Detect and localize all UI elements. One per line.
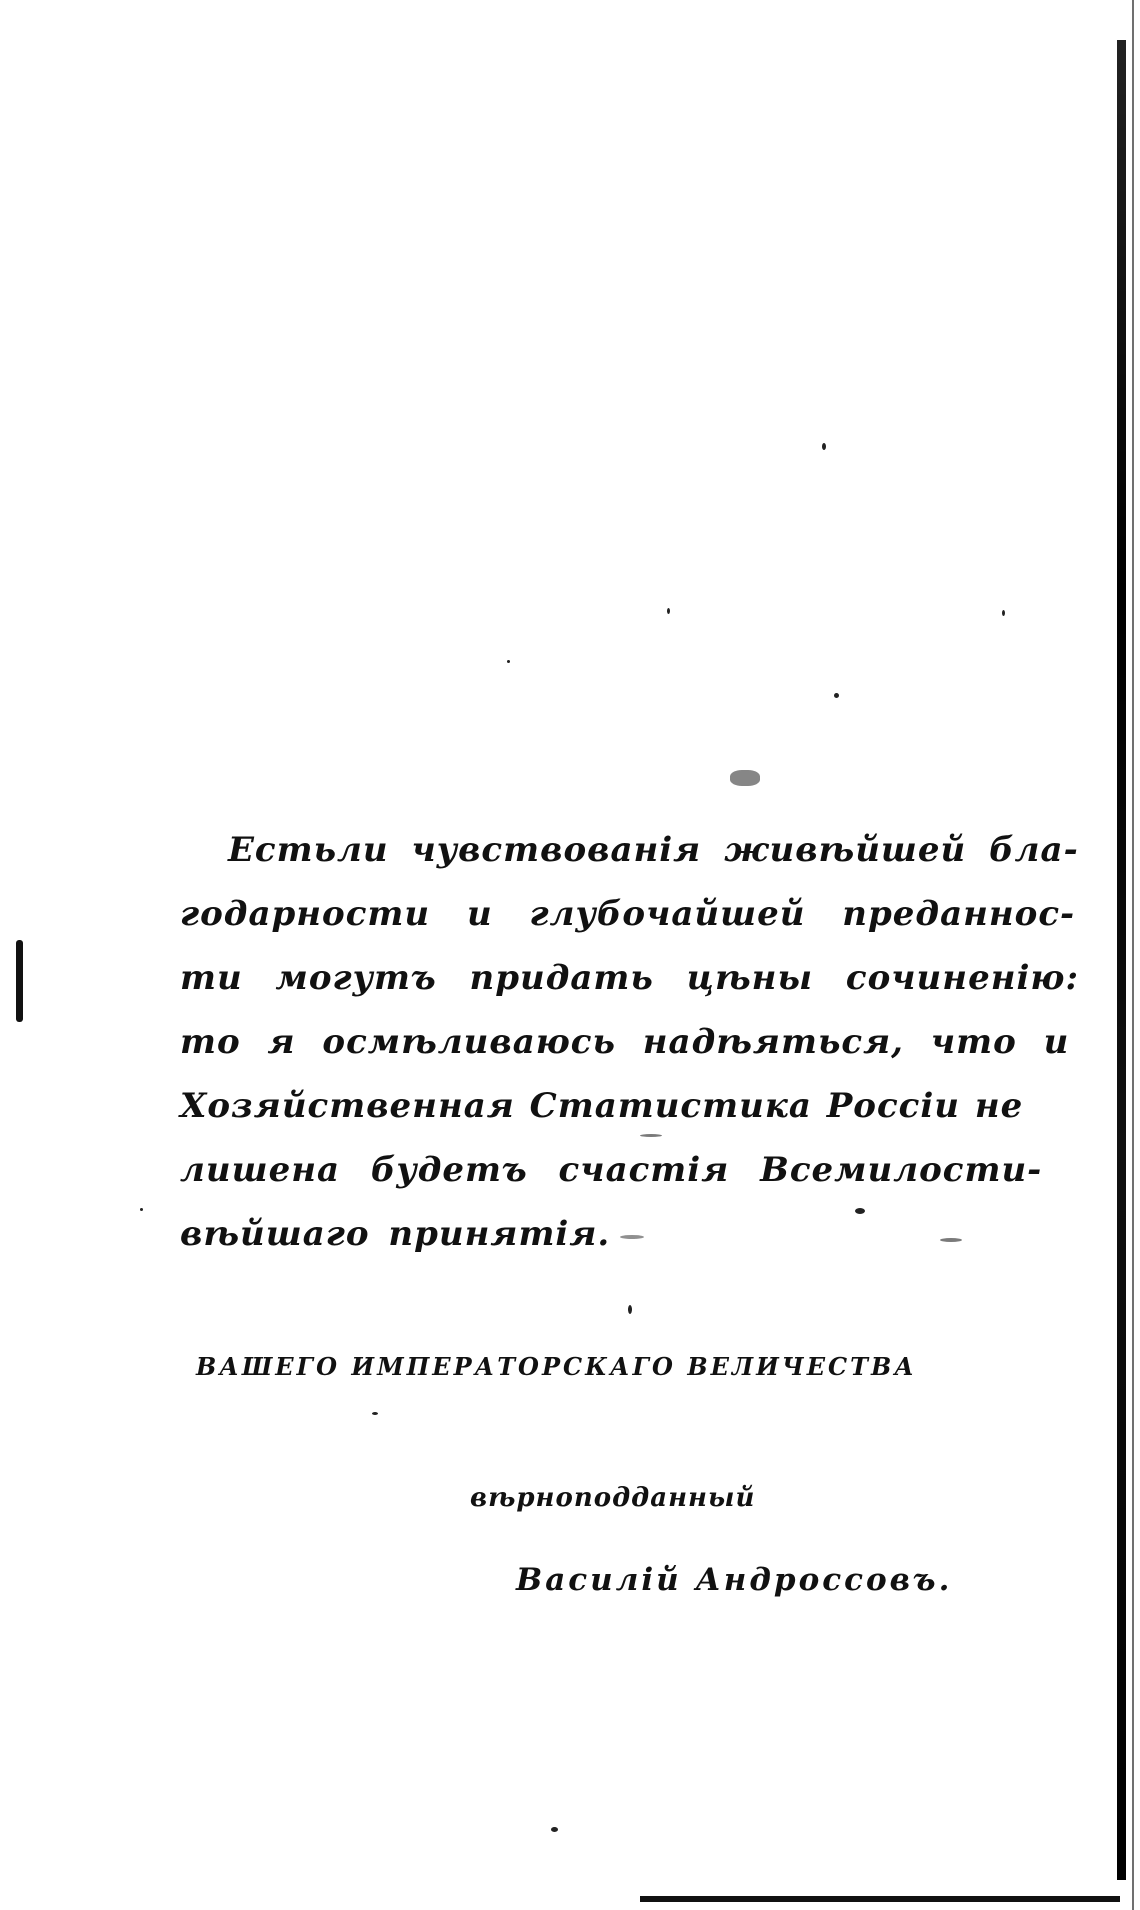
scan-speck — [730, 770, 760, 786]
scan-mark-left — [16, 940, 23, 1022]
scan-speck — [372, 1412, 378, 1415]
scan-speck — [940, 1238, 962, 1242]
scan-speck — [855, 1208, 865, 1214]
page-bottom-edge — [640, 1896, 1120, 1902]
page-edge-shadow — [1117, 40, 1126, 1880]
scan-speck — [822, 443, 826, 450]
scan-speck — [551, 1827, 558, 1832]
author-signature: Василій Андроссовъ. — [516, 1562, 953, 1598]
subject-title: вѣрноподданный — [470, 1483, 756, 1513]
scan-speck — [640, 1134, 662, 1137]
dedication-line: Хозяйственная Статистика Россіи не — [180, 1086, 1024, 1126]
scan-speck — [667, 608, 670, 614]
scan-speck — [620, 1235, 644, 1239]
scan-speck — [628, 1305, 632, 1314]
dedication-line: годарности и глубочайшей преданнос- — [180, 894, 1076, 934]
scan-speck — [140, 1208, 143, 1211]
dedication-line: лишена будетъ счастія Всемилости- — [180, 1150, 1043, 1190]
majesty-address: ВАШЕГО ИМПЕРАТОРСКАГО ВЕЛИЧЕСТВА — [196, 1352, 917, 1381]
dedication-line: ти могутъ придать цѣны сочиненію: — [180, 958, 1080, 998]
scan-speck — [834, 693, 839, 698]
dedication-line: Естьли чувствованія живѣйшей бла- — [228, 830, 1079, 870]
scan-speck — [1002, 610, 1005, 616]
scan-speck — [507, 660, 510, 663]
dedication-line: то я осмѣливаюсь надѣяться, что и — [180, 1022, 1070, 1062]
dedication-line: вѣйшаго принятія. — [180, 1214, 611, 1254]
page-edge-line — [1132, 0, 1134, 1910]
